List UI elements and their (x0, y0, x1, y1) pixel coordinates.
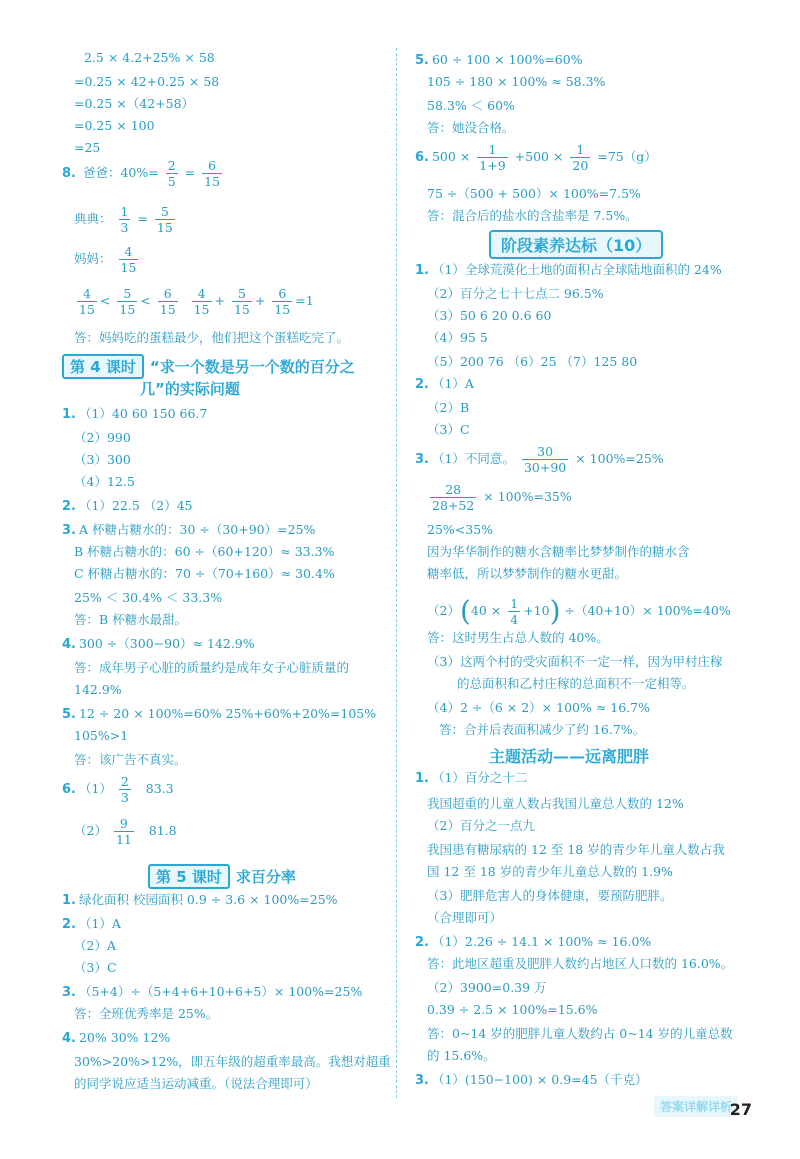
question-number: 3. (62, 523, 76, 538)
text-line: =0.25 ×（42+58） (74, 96, 195, 111)
text: （1）A (431, 376, 474, 391)
question-number: 2. (415, 935, 429, 950)
text-line: （4）2 ÷（6 × 2）× 100% ≈ 16.7% (427, 700, 650, 715)
text-line (415, 262, 722, 279)
text-line (427, 482, 572, 513)
fraction: $\frac{5}{15}$ (156, 204, 173, 235)
theme-title: 主题活动——远离肥胖 (489, 747, 650, 766)
text: （5+4）÷（5+4+6+10+6+5）× 100%=25% (78, 984, 363, 999)
text-line: （2）(40 × $\frac{1}{4}$ +10) ÷（40+10）× 100%=40% (427, 594, 731, 628)
footer-tag: 答案详解详析 (654, 1096, 738, 1117)
text-line (62, 498, 193, 515)
text-line (74, 244, 141, 275)
text-line: =0.25 × 100 (74, 118, 155, 133)
text-line: 的 15.6%。 (427, 1048, 496, 1063)
text-line: 因为华华制作的糖水含糖率比梦梦制作的糖水含 (427, 544, 690, 559)
text-line (415, 142, 657, 173)
stage-title: 阶段素养达标（10） (489, 230, 663, 259)
text-line (415, 934, 651, 951)
text-line: （4）95 5 (427, 330, 488, 345)
fraction: $\frac{1}{20}$ (572, 142, 589, 173)
lesson-badge: 第 5 课时 (148, 864, 230, 889)
text: 爸爸：40%= (82, 165, 159, 180)
text: （1）22.5 （2）45 (78, 498, 193, 513)
question-number: 3. (62, 985, 76, 1000)
answer-line: 答：该广告不真实。 (74, 752, 187, 767)
text-line: 国 12 至 18 岁的青少年儿童总人数的 1.9% (427, 864, 673, 879)
question-number: 6. (62, 782, 76, 797)
question-number: 3. (415, 1073, 429, 1088)
text-line (415, 444, 664, 475)
question-number: 1. (415, 771, 429, 786)
question-number: 2. (62, 917, 76, 932)
text-line: （4）12.5 (74, 474, 135, 489)
text: 40 × (470, 603, 502, 618)
lesson-badge: 第 4 课时 (62, 354, 144, 379)
question-number: 4. (62, 637, 76, 652)
text: 81.8 (148, 823, 177, 838)
fraction: $\frac{1}{3}$ (120, 204, 129, 235)
text: 妈妈： (74, 251, 112, 266)
text: （2） (74, 823, 107, 838)
text-line: （2）B (427, 400, 470, 415)
text-line: （3）C (74, 960, 117, 975)
text: × 100%=35% (483, 489, 572, 504)
text-line (415, 52, 583, 69)
question-8 (62, 158, 225, 189)
text-line: （2）3900=0.39 万 (427, 980, 547, 995)
text-line: $\frac{4}{15}$ < $\frac{5}{15}$ < $\frac{6}{15}$ $\frac{4}{15}$ + $\frac{5}{15}$ + $\frac{6}{15}$ =1 (79, 286, 314, 317)
text-line: （3）50 6 20 0.6 60 (427, 308, 552, 323)
question-number: 2. (415, 377, 429, 392)
fraction: $\frac{6}{15}$ (274, 286, 291, 317)
text-line: 30%>20%>12%，即五年级的超重率最高。我想对超重 (74, 1054, 391, 1069)
text: = (184, 165, 196, 180)
text-line: 我国超重的儿童人数占我国儿童总人数的 12% (427, 796, 684, 811)
text: = (137, 211, 148, 226)
text-line: 25%<35% (427, 522, 494, 537)
lesson-title: “求一个数是另一个数的百分之 (149, 358, 355, 376)
text: 20% 30% 12% (78, 1030, 171, 1045)
text-line: 105 ÷ 180 × 100% ≈ 58.3% (427, 74, 606, 89)
question-number: 2. (62, 499, 76, 514)
question-number: 8. (62, 166, 76, 181)
text: （1）40 60 150 66.7 (78, 406, 208, 421)
fraction: $\frac{4}{15}$ (79, 286, 95, 317)
text-line (74, 204, 178, 235)
text-line: （3）300 (74, 452, 131, 467)
text-line: （2）百分之一点九 (427, 818, 535, 833)
text-line (62, 892, 338, 909)
fraction: $\frac{28}{28+52}$ (432, 482, 475, 513)
text: 12 ÷ 20 × 100%=60% 25%+60%+20%=105% (78, 706, 377, 721)
question-number: 3. (415, 452, 429, 467)
question-number: 1. (62, 893, 76, 908)
text: 典典： (74, 211, 112, 226)
stage-heading (489, 230, 663, 259)
text-line (415, 376, 474, 393)
text-line: （2）A (74, 938, 116, 953)
text-line: （3）肥胖危害人的身体健康，要预防肥胖。 (427, 888, 673, 903)
text-line (415, 770, 527, 787)
text-line: 我国患有糖尿病的 12 至 18 岁的青少年儿童人数占我 (427, 842, 725, 857)
fraction: $\frac{4}{15}$ (193, 286, 210, 317)
text-line: 0.39 ÷ 2.5 × 100%=15.6% (427, 1002, 598, 1017)
question-number: 1. (62, 407, 76, 422)
text-line (62, 984, 362, 1001)
answer-line: 答：混合后的盐水的含盐率是 7.5%。 (427, 208, 638, 223)
text: （2） (427, 603, 460, 618)
fraction: $\frac{2}{3}$ (120, 774, 129, 805)
text-line: （合理即可） (427, 910, 503, 925)
text-line (62, 1030, 170, 1047)
text: 60 ÷ 100 × 100%=60% (431, 52, 583, 67)
text-line (74, 816, 177, 847)
text-line (62, 636, 255, 653)
answer-line: 答：0~14 岁的肥胖儿童人数约占 0~14 岁的儿童总数 (427, 1026, 733, 1041)
lesson-title: 求百分率 (235, 868, 296, 886)
text-line: 2.5 × 4.2+25% × 58 (84, 50, 215, 65)
text-line: 的同学说应适当运动减重。（说法合理即可） (74, 1076, 318, 1091)
text: （1）A (78, 916, 121, 931)
text: +10 (523, 603, 550, 618)
lesson-title-cont: 几”的实际问题 (140, 380, 240, 398)
text-line (415, 1072, 648, 1089)
answer-line: 答：此地区超重及肥胖人数约占地区人口数的 16.0%。 (427, 956, 734, 971)
text-line (62, 916, 121, 933)
answer-line: 答：全班优秀率是 25%。 (74, 1006, 219, 1021)
text: （1）(150−100) × 0.9=45（千克） (431, 1072, 648, 1087)
text-line: （2）990 (74, 430, 131, 445)
fraction: $\frac{9}{11}$ (115, 816, 132, 847)
question-number: 5. (62, 707, 76, 722)
text-line (62, 406, 207, 423)
fraction: $\frac{4}{15}$ (120, 244, 137, 275)
text-line: （5）200 76 （6）25 （7）125 80 (427, 354, 638, 369)
fraction: $\frac{30}{30+90}$ (523, 444, 567, 475)
text: ÷（40+10）× 100%=40% (564, 603, 731, 618)
text-line: 的总面积和乙村庄稼的总面积不一定相等。 (457, 676, 695, 691)
text: 300 ÷（300−90）≈ 142.9% (78, 636, 255, 651)
answer-line: 答：合并后表面积减少了约 16.7%。 (439, 722, 646, 737)
text-line: C 杯糖占糖水的：70 ÷（70+160）≈ 30.4% (74, 566, 335, 581)
text-line (62, 522, 315, 539)
text: （1） (78, 781, 112, 796)
text-line: （3）这两个村的受灾面积不一定一样，因为甲村庄稼 (427, 654, 723, 669)
text-line (62, 706, 376, 723)
page-number: 27 (729, 1100, 752, 1119)
question-number: 5. (415, 53, 429, 68)
lesson-4-heading (62, 354, 355, 379)
text-line (62, 774, 174, 805)
answer-line: 答：B 杯糖水最甜。 (74, 612, 188, 627)
text: （1）2.26 ÷ 14.1 × 100% ≈ 16.0% (431, 934, 652, 949)
text: （1）全球荒漠化土地的面积占全球陆地面积的 24% (431, 262, 722, 277)
fraction: $\frac{5}{15}$ (233, 286, 250, 317)
question-number: 4. (62, 1031, 76, 1046)
text: +500 × (514, 149, 564, 164)
text-line: 142.9% (74, 682, 122, 697)
text-line: 25% ＜ 30.4% ＜ 33.3% (74, 590, 223, 605)
text-line: =0.25 × 42+0.25 × 58 (74, 74, 220, 89)
fraction: $\frac{1}{1+9}$ (479, 142, 506, 173)
text-line: 105%>1 (74, 728, 129, 743)
text-line: =25 (74, 140, 101, 155)
column-divider (396, 48, 397, 1098)
text: （1）不同意。 (431, 451, 515, 466)
question-number: 1. (415, 263, 429, 278)
text-line: （2）百分之七十七点二 96.5% (427, 286, 604, 301)
text: A 杯糖占糖水的：30 ÷（30+90）=25% (78, 522, 316, 537)
answer-line: 答：成年男子心脏的质量约是成年女子心脏质量的 (74, 660, 350, 675)
fraction: $\frac{5}{15}$ (119, 286, 136, 317)
text: × 100%=25% (575, 451, 664, 466)
answer-line: 答：她没合格。 (427, 120, 515, 135)
fraction: $\frac{1}{4}$ (510, 596, 519, 627)
fraction: $\frac{2}{5}$ (167, 158, 176, 189)
fraction: $\frac{6}{15}$ (159, 286, 176, 317)
fraction: $\frac{6}{15}$ (204, 158, 221, 189)
lesson-5-heading (148, 864, 296, 889)
answer-line: 答：这时男生占总人数的 40%。 (427, 630, 609, 645)
text-line: （3）C (427, 422, 470, 437)
text: =75（g） (597, 149, 657, 164)
answer-line: 答：妈妈吃的蛋糕最少，他们把这个蛋糕吃完了。 (74, 330, 350, 345)
text-line: B 杯糖占糖水的：60 ÷（60+120）≈ 33.3% (74, 544, 335, 559)
text-line: 糖率低，所以梦梦制作的糖水更甜。 (427, 566, 628, 581)
text: 绿化面积 校园面积 0.9 ÷ 3.6 × 100%=25% (78, 892, 338, 907)
question-number: 6. (415, 150, 429, 165)
text: 500 × (431, 149, 471, 164)
text-line: 75 ÷（500 + 500）× 100%=7.5% (427, 186, 641, 201)
text: 83.3 (145, 781, 174, 796)
text-line: 58.3% ＜ 60% (427, 98, 515, 113)
text: （1）百分之十二 (431, 770, 528, 785)
